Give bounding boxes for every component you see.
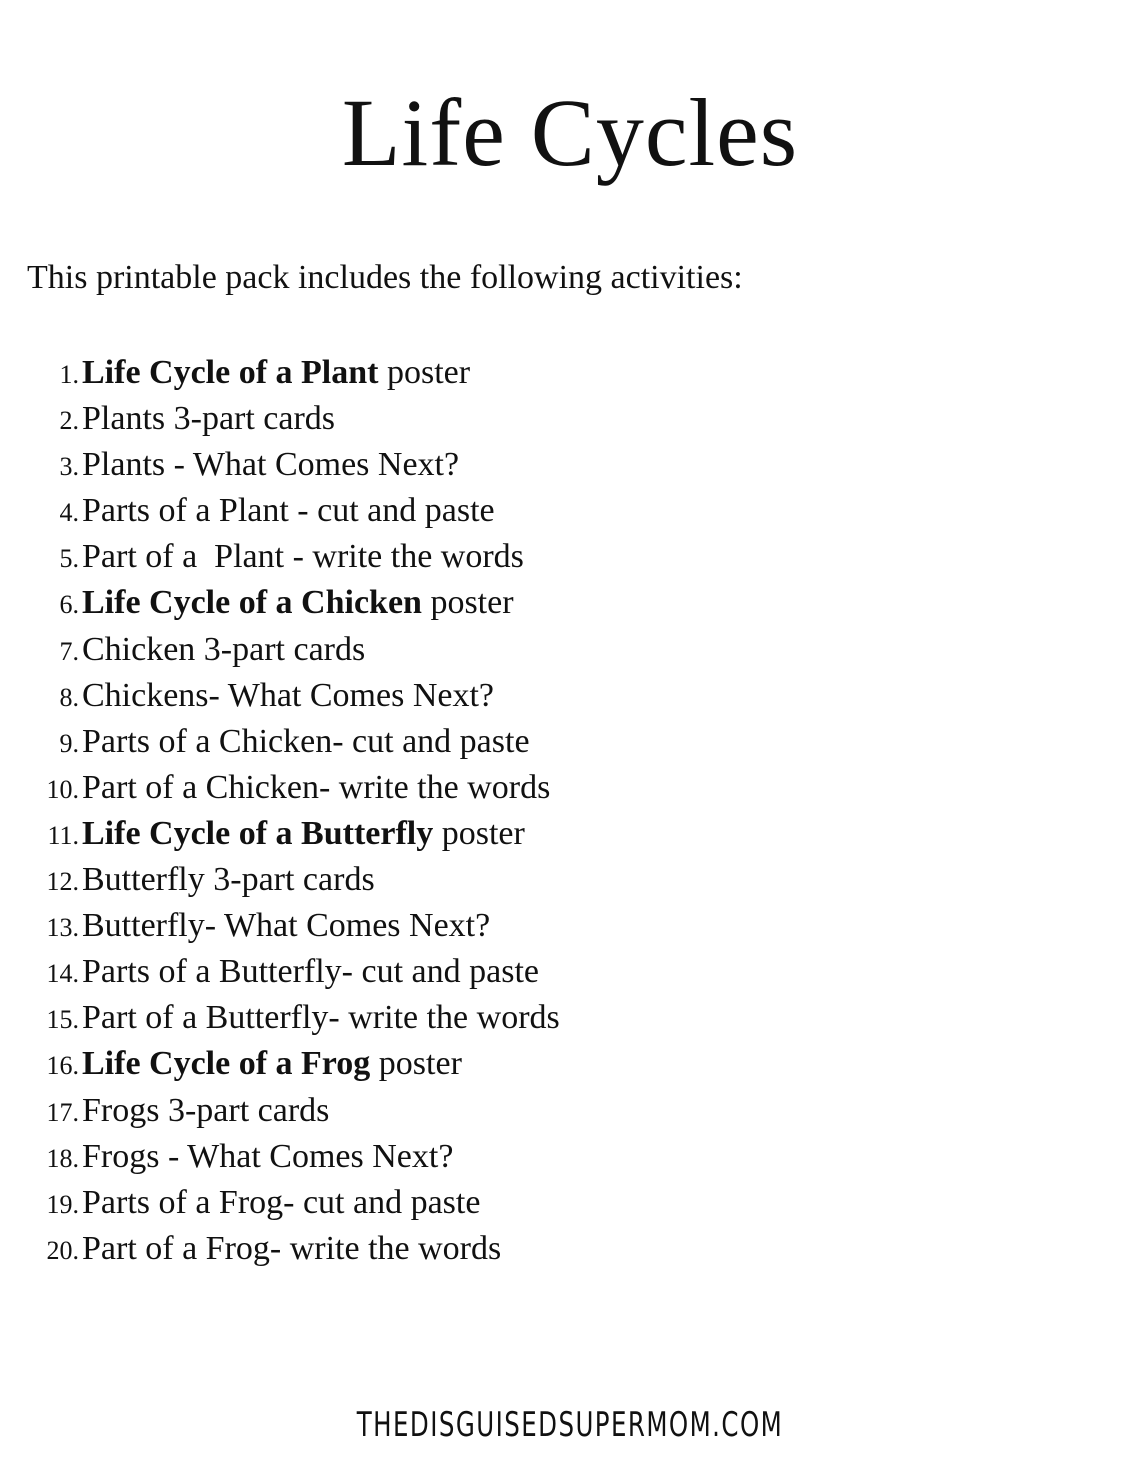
- item-text: [82, 857, 375, 903]
- item-text: [82, 1226, 501, 1272]
- list-item: [0, 811, 560, 857]
- item-plain-text: Part of a Plant - write the words: [82, 538, 524, 576]
- item-plain-text: Parts of a Plant - cut and paste: [82, 492, 495, 530]
- item-text: [82, 488, 495, 534]
- item-number: 10.: [46, 774, 79, 804]
- item-text: [82, 442, 459, 488]
- item-plain-text: Frogs 3-part cards: [82, 1091, 330, 1129]
- item-text: [82, 719, 530, 765]
- item-plain-text: Chickens- What Comes Next?: [82, 676, 495, 714]
- item-plain-text: poster: [378, 354, 471, 391]
- item-text: [82, 765, 550, 811]
- item-number: 14.: [46, 959, 79, 989]
- item-number: 7.: [59, 636, 79, 666]
- list-item: [0, 396, 560, 442]
- item-plain-text: Butterfly- What Comes Next?: [82, 907, 491, 945]
- item-number: 5.: [59, 544, 79, 574]
- list-item: [0, 1180, 560, 1226]
- item-text: [82, 949, 539, 995]
- item-plain-text: Plants 3-part cards: [82, 400, 336, 438]
- item-text: [82, 903, 490, 949]
- list-item: [0, 673, 560, 719]
- item-text: [82, 350, 470, 396]
- item-plain-text: Plants - What Comes Next?: [82, 446, 460, 484]
- item-plain-text: Parts of a Chicken- cut and paste: [82, 722, 530, 760]
- list-item: [0, 857, 560, 903]
- item-plain-text: Chicken 3-part cards: [82, 630, 366, 668]
- item-number: 11.: [47, 820, 79, 850]
- list-item: [0, 995, 560, 1041]
- item-number: 8.: [59, 682, 79, 712]
- item-text: [82, 627, 365, 673]
- item-plain-text: poster: [370, 1045, 462, 1083]
- item-number: 9.: [59, 728, 79, 758]
- list-item: [0, 1041, 560, 1087]
- item-number: 15.: [46, 1005, 79, 1035]
- item-text: [82, 1041, 462, 1087]
- item-bold-text: Life Cycle of a Butterfly: [82, 814, 434, 852]
- item-text: [82, 995, 560, 1041]
- item-plain-text: poster: [421, 584, 514, 622]
- item-bold-text: Life Cycle of a Chicken: [82, 584, 422, 622]
- item-text: [82, 1134, 453, 1180]
- item-plain-text: Part of a Butterfly- write the words: [82, 999, 560, 1037]
- list-item: [0, 442, 560, 488]
- item-number: 13.: [46, 913, 79, 943]
- item-plain-text: poster: [433, 814, 525, 852]
- item-plain-text: Frogs - What Comes Next?: [82, 1137, 454, 1175]
- item-number: 16.: [46, 1051, 79, 1081]
- item-bold-text: Life Cycle of a Frog: [82, 1045, 371, 1083]
- website-footer: THEDISGUISEDSUPERMOM.COM: [356, 1405, 784, 1445]
- item-number: 3.: [59, 452, 79, 482]
- list-item: [0, 534, 560, 580]
- item-text: [82, 580, 514, 626]
- list-item: [0, 580, 560, 626]
- item-plain-text: Butterfly 3-part cards: [82, 861, 375, 899]
- item-text: [82, 1180, 480, 1226]
- item-plain-text: Parts of a Butterfly- cut and paste: [82, 953, 539, 991]
- item-bold-text: Life Cycle of a Plant: [82, 354, 379, 391]
- list-item: [0, 903, 560, 949]
- item-number: 20.: [46, 1235, 79, 1265]
- list-item: [0, 488, 560, 534]
- item-text: [82, 534, 524, 580]
- item-text: [82, 396, 335, 442]
- item-number: 6.: [59, 590, 79, 620]
- item-number: 2.: [59, 406, 79, 436]
- item-text: [82, 811, 525, 857]
- item-number: 4.: [59, 498, 79, 528]
- list-item: [0, 1226, 560, 1272]
- list-item: [0, 350, 560, 396]
- page-title: Life Cycles: [341, 79, 799, 186]
- list-item: [0, 765, 560, 811]
- item-plain-text: Part of a Frog- write the words: [82, 1229, 502, 1267]
- activity-list: [0, 350, 560, 1272]
- list-item: [0, 719, 560, 765]
- item-number: 12.: [46, 867, 79, 897]
- item-text: [82, 1088, 329, 1134]
- item-number: 19.: [46, 1189, 79, 1219]
- list-item: [0, 1088, 560, 1134]
- item-plain-text: Part of a Chicken- write the words: [82, 768, 551, 806]
- list-item: [0, 949, 560, 995]
- item-number: 18.: [46, 1143, 79, 1173]
- item-plain-text: Parts of a Frog- cut and paste: [82, 1183, 481, 1221]
- list-item: [0, 1134, 560, 1180]
- item-text: [82, 673, 494, 719]
- list-item: [0, 627, 560, 673]
- item-number: 1.: [59, 360, 79, 389]
- intro-text: This printable pack includes the following activities:: [27, 259, 743, 296]
- item-number: 17.: [46, 1097, 79, 1127]
